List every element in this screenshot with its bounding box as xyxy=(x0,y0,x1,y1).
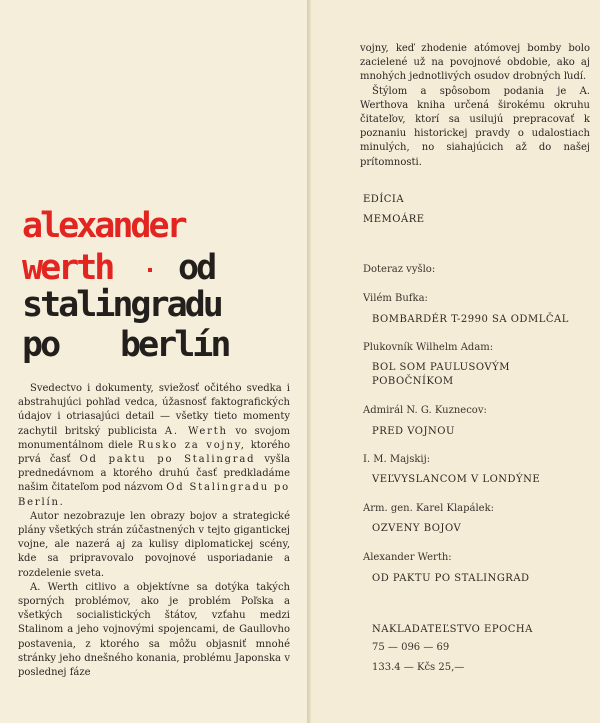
blurb-continuation xyxy=(360,42,590,170)
book-title-line-2: POBOČNÍKOM xyxy=(372,376,454,387)
book-author: Arm. gen. Karel Klapálek: xyxy=(363,503,495,514)
title-word-od: od xyxy=(178,248,215,288)
title-word-po: po xyxy=(22,325,59,365)
title-author-first: alexander xyxy=(22,206,185,246)
book-title: OD PAKTU PO STALINGRAD xyxy=(372,573,530,584)
edition-label: EDÍCIA xyxy=(363,194,405,205)
blurb-book-title-1: Rusko za vojny, xyxy=(137,439,246,451)
blurb-paragraph-3: A. Werth citlivo a objektívne sa dotýka takých sporných problémov, ako je problém Poľska a všetkých socialistických štátov, vzťahu medzi Stalinom a jeho vojnovými spojencami, de Gaullovho postavenia, z ktorého sa môžu objasniť mnohé stránky jeho dnešného konania, problému Japonska v poslednej fáze xyxy=(18,581,290,679)
published-heading: Doteraz vyšlo: xyxy=(363,264,436,275)
book-title: OZVENY BOJOV xyxy=(372,523,462,534)
continuation-paragraph-2: Štýlom a spôsobom podania je A. Werthova kniha určená širokému okruhu čitateľov, ktorí sa usilujú prepracovať k poznaniu historickej pravdy o udalostiach minulých, no siahajúcich až do našej prítomnosti. xyxy=(360,85,590,168)
title-dot xyxy=(148,268,152,272)
publisher-name: NAKLADATEĽSTVO EPOCHA xyxy=(372,624,533,635)
publisher-price: 133.4 — Kčs 25,— xyxy=(372,662,465,673)
title-word-berlin: berlín xyxy=(120,325,229,365)
title-author-last: werth xyxy=(22,248,113,288)
book-title: BOL SOM PAULUSOVÝM xyxy=(372,362,510,373)
book-author: Vilém Bufka: xyxy=(363,293,428,304)
blurb xyxy=(18,382,290,680)
book-title: BOMBARDÉR T-2990 SA ODMLČAL xyxy=(372,314,569,325)
book-author: I. M. Majskij: xyxy=(363,454,431,465)
publisher-code: 75 — 096 — 69 xyxy=(372,642,450,653)
edition-series: MEMOÁRE xyxy=(363,214,425,225)
blurb-book-title-3: Od Stalingradu po Berlín. xyxy=(18,482,290,508)
blurb-author: A. Werth xyxy=(164,425,228,437)
book-author: Admirál N. G. Kuznecov: xyxy=(363,405,487,416)
title-stalingradu: stalingradu xyxy=(22,285,221,325)
book-title: PRED VOJNOU xyxy=(372,426,455,437)
blurb-paragraph-1: Svedectvo i dokumenty, sviežosť očitého svedka i abstrahujúci pohľad vedca, úžasnosť faktografických údajov i otriasajúci detail — všetky tieto momenty zachytil britský publicista A. Werth vo svojom monumentálnom diele Rusko za vojny, ktorého prvá časť Od paktu po Stalingrad vyšla prednedávnom a ktorého druhú časť predkladáme našim čitateľom pod názvom Od Stalingradu po Berlín. xyxy=(18,383,290,508)
blurb-paragraph-2: Autor nezobrazuje len obrazy bojov a strategické plány všetkých strán zúčastnených v tejto gigantickej vojne, ale nazerá aj za kulisy diplomatickej scény, kde sa pripravovalo povojnové usporiadanie a rozdelenie sveta. xyxy=(18,510,290,579)
continuation-paragraph-1: vojny, keď zhodenie atómovej bomby bolo zacielené už na povojnové obdobie, ako aj mnohých jednotlivých osudov drobných ľudí. xyxy=(360,43,590,83)
book-author: Plukovník Wilhelm Adam: xyxy=(363,342,494,353)
blurb-book-title-2: Od paktu po Stalingrad xyxy=(79,454,256,466)
book-title: VEĽVYSLANCOM V LONDÝNE xyxy=(372,474,541,485)
book-author: Alexander Werth: xyxy=(363,552,452,563)
